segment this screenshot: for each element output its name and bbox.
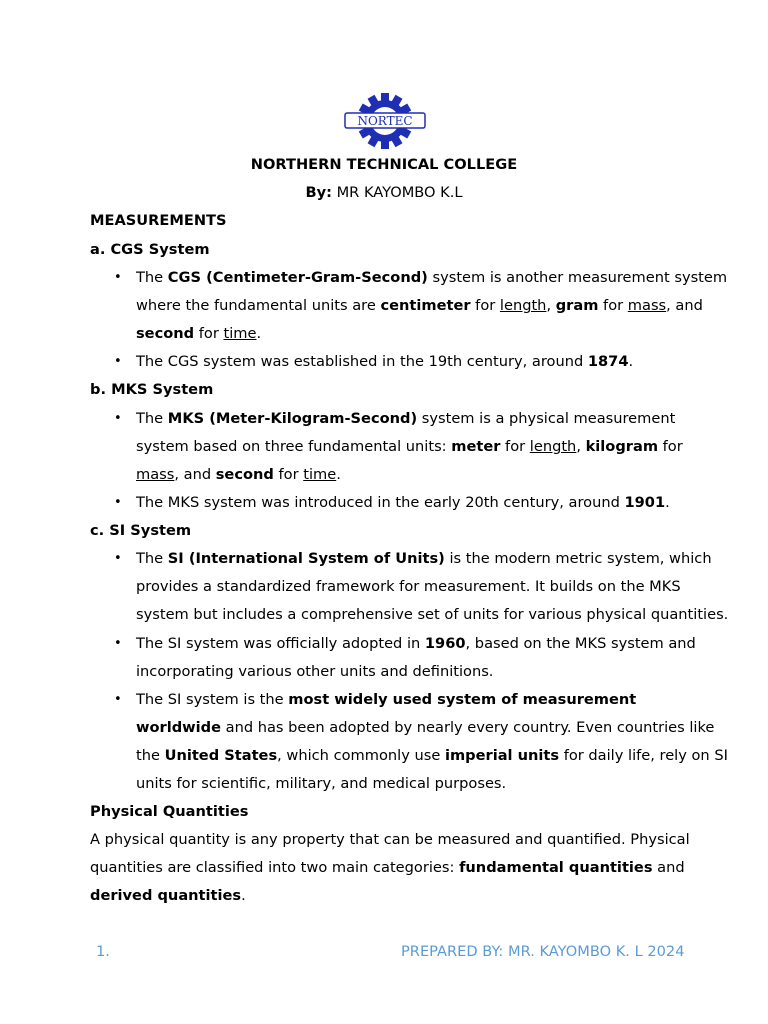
bullet-icon: • bbox=[114, 636, 122, 651]
si-title: c. SI System bbox=[90, 522, 192, 539]
bullet-icon: • bbox=[114, 692, 122, 707]
si-bullet-1-line-1: The SI (International System of Units) is the modern metric system, which bbox=[136, 550, 712, 567]
mks-title: b. MKS System bbox=[90, 381, 214, 398]
cgs-bullet-1-line-2: where the fundamental units are centimeter for length, gram for mass, and bbox=[136, 297, 703, 314]
logo-text: NORTEC bbox=[357, 114, 413, 128]
bullet-icon: • bbox=[114, 411, 122, 426]
si-bullet-2-line-1: The SI system was officially adopted in 1960, based on the MKS system and bbox=[136, 635, 696, 652]
college-name: NORTHERN TECHNICAL COLLEGE bbox=[250, 156, 518, 173]
cgs-bullet-2: The CGS system was established in the 19th century, around 1874. bbox=[136, 353, 634, 370]
si-bullet-2-line-2: incorporating various other units and definitions. bbox=[136, 663, 494, 680]
si-bullet-3-line-4: units for scientific, military, and medical purposes. bbox=[136, 775, 507, 792]
bullet-icon: • bbox=[114, 354, 122, 369]
mks-bullet-1-line-2: system based on three fundamental units: meter for length, kilogram for bbox=[136, 438, 683, 455]
bullet-icon: • bbox=[114, 495, 122, 510]
si-bullet-1-line-3: system but includes a comprehensive set of units for various physical quantities. bbox=[136, 606, 729, 623]
bullet-icon: • bbox=[114, 270, 122, 285]
author-line: By: MR KAYOMBO K.L bbox=[305, 184, 463, 201]
cgs-title: a. CGS System bbox=[90, 241, 210, 258]
mks-bullet-2: The MKS system was introduced in the early 20th century, around 1901. bbox=[136, 494, 670, 511]
bullet-icon: • bbox=[114, 551, 122, 566]
section-heading: MEASUREMENTS bbox=[90, 212, 227, 229]
footer-prepared-by: PREPARED BY: MR. KAYOMBO K. L 2024 bbox=[401, 943, 685, 960]
physical-quantities-title: Physical Quantities bbox=[90, 803, 249, 820]
cgs-bullet-1-line-3: second for time. bbox=[136, 325, 262, 342]
page-number: 1. bbox=[96, 943, 110, 960]
physical-quantities-line-2: quantities are classified into two main categories: fundamental quantities and bbox=[90, 859, 685, 876]
si-bullet-3-line-2: worldwide and has been adopted by nearly every country. Even countries like bbox=[136, 719, 715, 736]
si-bullet-1-line-2: provides a standardized framework for measurement. It builds on the MKS bbox=[136, 578, 681, 595]
physical-quantities-line-1: A physical quantity is any property that can be measured and quantified. Physical bbox=[90, 831, 690, 848]
mks-bullet-1-line-3: mass, and second for time. bbox=[136, 466, 341, 483]
si-bullet-3-line-3: the United States, which commonly use imperial units for daily life, rely on SI bbox=[136, 747, 728, 764]
physical-quantities-line-3: derived quantities. bbox=[90, 887, 246, 904]
mks-bullet-1-line-1: The MKS (Meter-Kilogram-Second) system is a physical measurement bbox=[136, 410, 676, 427]
cgs-bullet-1-line-1: The CGS (Centimeter-Gram-Second) system is another measurement system bbox=[136, 269, 728, 286]
si-bullet-3-line-1: The SI system is the most widely used system of measurement bbox=[136, 691, 637, 708]
nortec-logo bbox=[343, 93, 427, 149]
